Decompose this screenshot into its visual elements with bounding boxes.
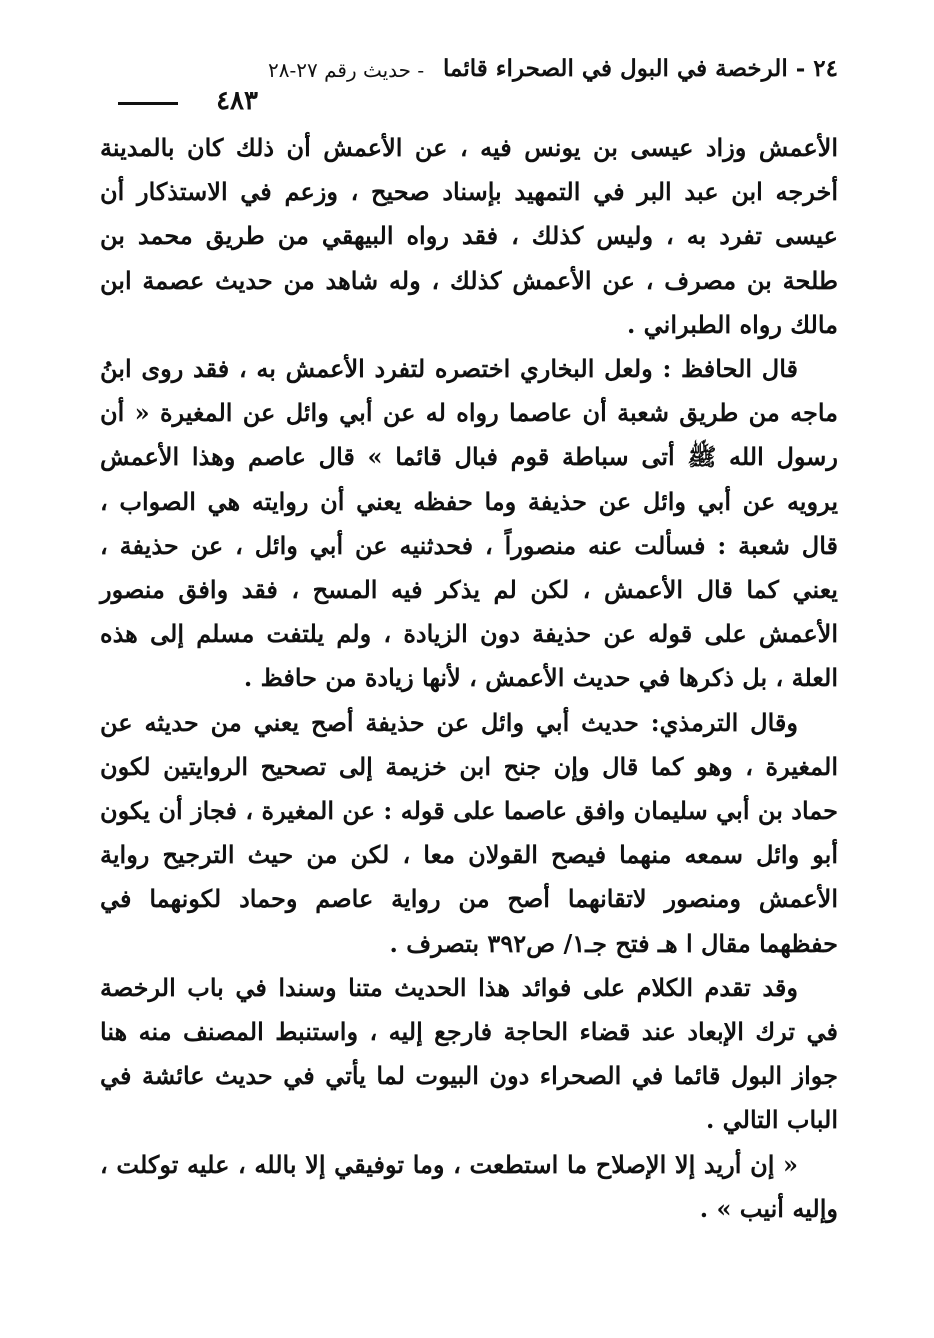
page-number-rule: [118, 102, 178, 105]
hadith-number-label: - حديث رقم ٢٧-٢٨: [268, 58, 425, 82]
chapter-title: ٢٤ - الرخصة في البول في الصحراء قائما: [443, 55, 838, 82]
paragraph-4: وقد تقدم الكلام على فوائد هذا الحديث متنا وسندا في باب الرخصة في ترك الإبعاد عند قضاء الحاجة فارجع إليه ، واستنبط المصنف منه هنا جواز البول قائما في الصحراء دون البيوت لما يأتي في حديث عائشة في الباب التالي .: [100, 972, 838, 1135]
page-number: ٤٨٣: [216, 86, 258, 116]
closing-supplication: « إن أريد إلا الإصلاح ما استطعت ، وما توفيقي إلا بالله ، عليه توكلت ، وإليه أنيب » .: [100, 1149, 838, 1223]
paragraph-1: الأعمش وزاد عيسى بن يونس فيه ، عن الأعمش أن ذلك كان بالمدينة أخرجه ابن عبد البر في التمهيد بإسناد صحيح ، وزعم في الاستذكار أن عيسى تفرد به ، وليس كذلك ، فقد رواه البيهقي من طريق محمد بن طلحة بن مصرف ، عن الأعمش كذلك ، وله شاهد من حديث عصمة ابن مالك رواه الطبراني .: [100, 133, 838, 339]
page-number-row: [118, 84, 258, 120]
body-text: [100, 126, 838, 1231]
paragraph-3: وقال الترمذي: حديث أبي وائل عن حذيفة أصح يعني من حديثه عن المغيرة ، وهو كما قال وإن جنح ابن خزيمة إلى تصحيح الروايتين لكون حماد بن أبي سليمان وافق عاصما على قوله : عن المغيرة ، فجاز أن يكون أبو وائل سمعه منهما فيصح القولان معا ، لكن من حيث الترجيح رواية الأعمش ومنصور لاتقانهما أصح من رواية عاصم وحماد لكونهما في حفظهما مقال ا هـ فتح جـ١/ ص٣٩٢ بتصرف .: [100, 707, 838, 958]
paragraph-2: قال الحافظ : ولعل البخاري اختصره لتفرد الأعمش به ، فقد روى ابنُ ماجه من طريق شعبة أن عاصما رواه له عن أبي وائل عن المغيرة « أن رسول الله ﷺ أتى سباطة قوم فبال قائما » قال عاصم وهذا الأعمش يرويه عن أبي وائل عن حذيفة وما حفظه يعني أن روايته هي الصواب ، قال شعبة : فسألت عنه منصوراً ، فحدثنيه عن أبي وائل ، عن حذيفة ، يعني كما قال الأعمش ، لكن لم يذكر فيه المسح ، فقد وافق منصور الأعمش على قوله عن حذيفة دون الزيادة ، ولم يلتفت مسلم إلى هذه العلة ، بل ذكرها في حديث الأعمش ، لأنها زيادة من حافظ .: [100, 354, 838, 693]
running-header: [118, 52, 838, 124]
